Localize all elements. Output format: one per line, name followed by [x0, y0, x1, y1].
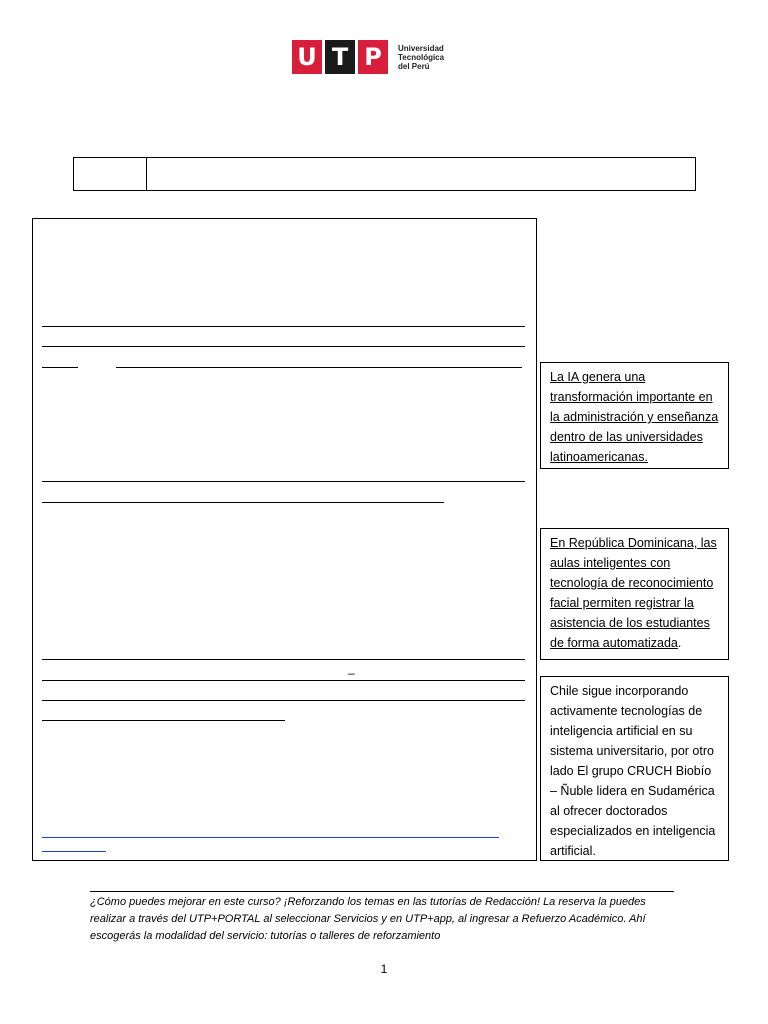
logo-letter-t: T	[325, 40, 355, 74]
utp-logo	[292, 40, 444, 74]
blank-dash: _	[348, 661, 355, 675]
header-table-divider	[146, 158, 147, 190]
link-line[interactable]	[42, 837, 499, 838]
margin-note-3: Chile sigue incorporando activamente tecnologías de inteligencia artificial en su sistema universitario, por otro lado El grupo CRUCH Biobío – Ñuble lidera en Sudamérica al ofrecer doctorados especializados en inteligencia artificial.	[540, 676, 729, 861]
content-box	[32, 218, 537, 861]
blank-line	[42, 346, 525, 347]
blank-line	[42, 720, 285, 721]
blank-line	[42, 367, 78, 368]
blank-line	[116, 367, 522, 368]
header-table	[73, 157, 696, 191]
footer-text: ¿Cómo puedes mejorar en este curso? ¡Reforzando los temas en las tutorías de Redacción! La reserva la puedes realizar a través del UTP+PORTAL al seleccionar Servicios y en UTP+app, al ingresar a Refuerzo Académico. Ahí escogerás la modalidad del servicio: tutorías o talleres de reforzamiento	[90, 896, 646, 942]
margin-note-2: En República Dominicana, las aulas inteligentes con tecnología de reconocimiento facial permiten registrar la asistencia de los estudiantes de forma automatizada.	[540, 528, 729, 660]
link-line[interactable]	[42, 851, 106, 852]
blank-line	[42, 700, 525, 701]
blank-line	[42, 680, 525, 681]
blank-line	[42, 326, 525, 327]
footer-separator	[90, 891, 674, 892]
page-number: 1	[380, 962, 388, 976]
blank-line	[42, 481, 525, 482]
blank-line	[42, 659, 525, 660]
logo-university-name: Universidad Tecnológica del Perú	[398, 43, 445, 71]
margin-note-1: La IA genera una transformación importante en la administración y enseñanza dentro de las universidades latinoamericanas.	[540, 362, 729, 469]
logo-letter-u: U	[292, 40, 322, 74]
logo-letter-p: P	[358, 40, 388, 74]
blank-line	[42, 502, 444, 503]
